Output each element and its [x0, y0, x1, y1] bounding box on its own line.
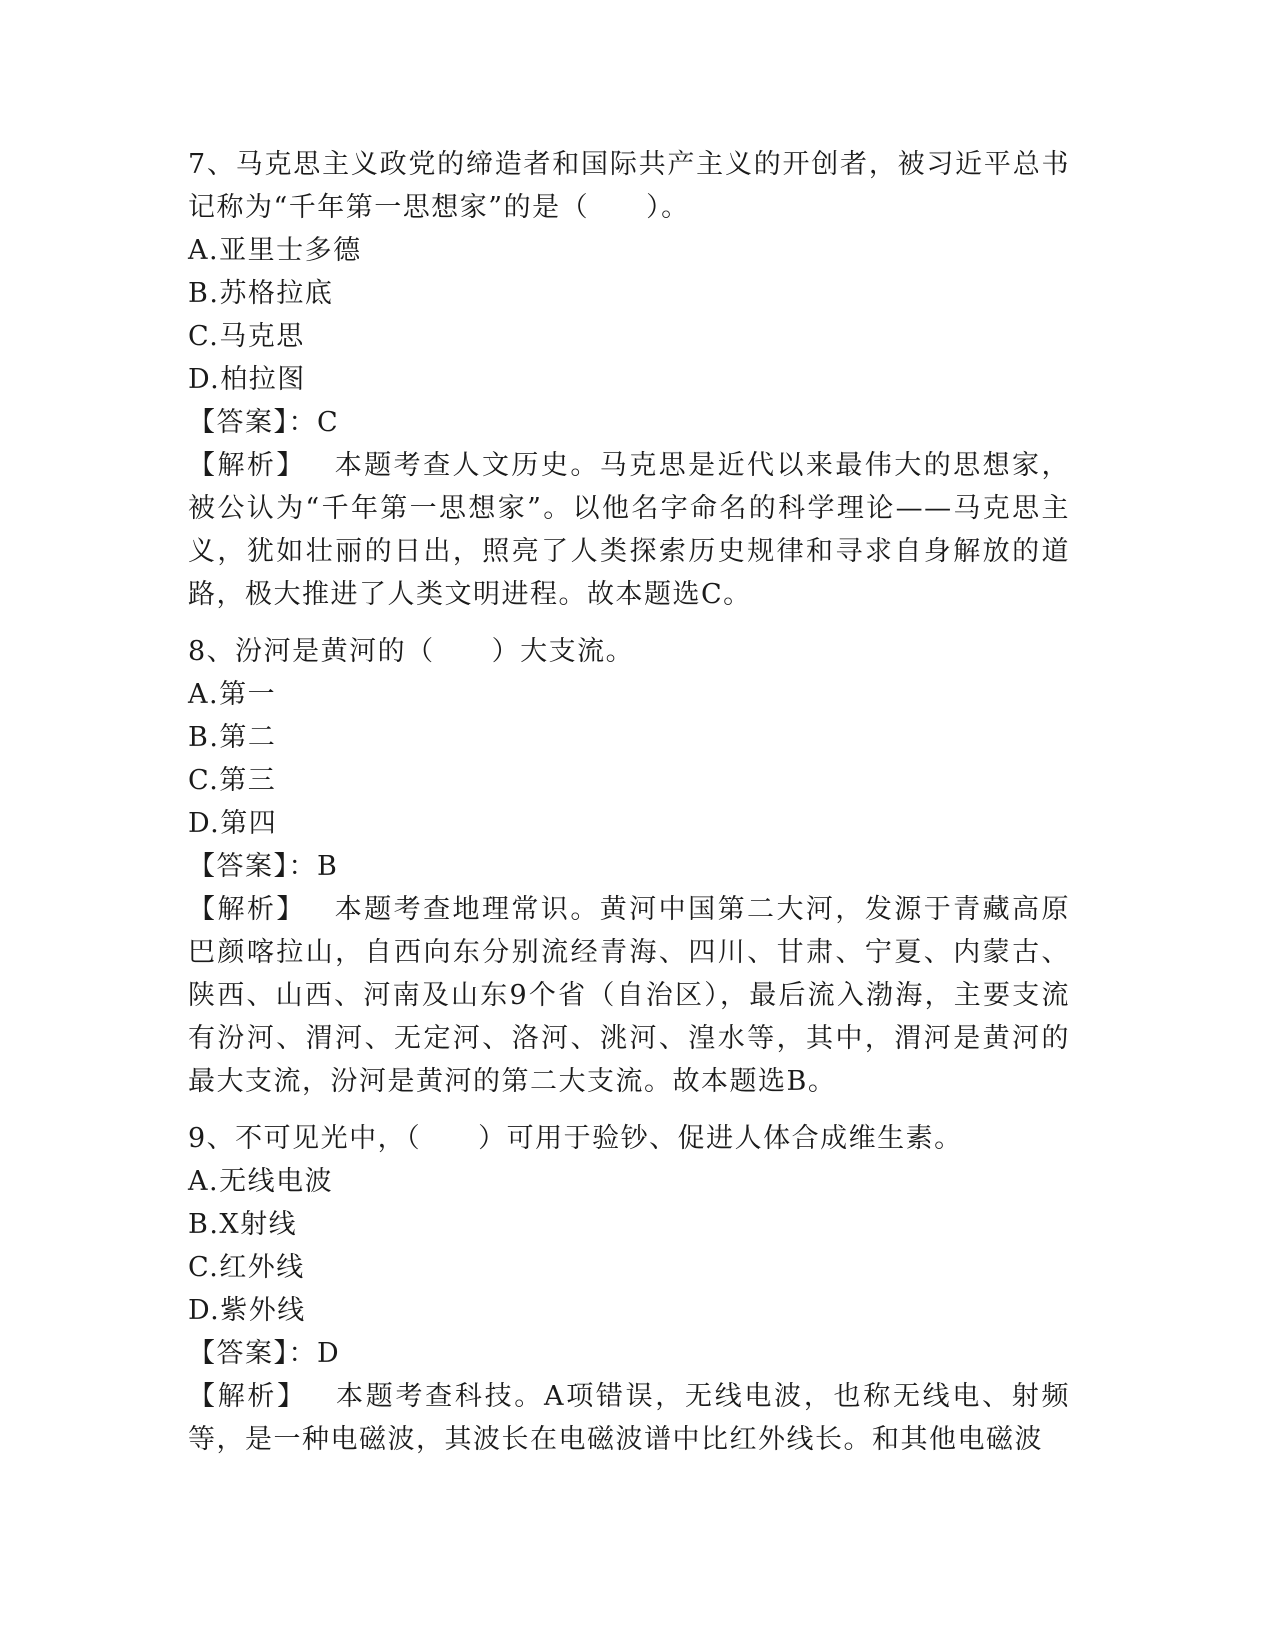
option-c: C.红外线: [188, 1252, 305, 1283]
option-a: A.亚里士多德: [188, 235, 362, 266]
analysis-label: 【解析】: [188, 894, 306, 925]
analysis-paragraph: [188, 888, 1070, 1103]
analysis-paragraph: [188, 1375, 1070, 1461]
answer-value: ：C: [288, 407, 340, 438]
question-9: [188, 1117, 1070, 1461]
analysis-text: 本题考查科技。A项错误，无线电波，也称无线电、射频等，是一种电磁波，其波长在电磁波谱中比红外线长。和其他电磁波: [188, 1381, 1070, 1455]
answer-line: [188, 401, 1070, 444]
answer-line: [188, 845, 1070, 888]
option-a: A.第一: [188, 679, 277, 710]
answer-label: 【答案】: [188, 407, 289, 438]
option-c: C.马克思: [188, 321, 305, 352]
option-d: D.紫外线: [188, 1295, 306, 1326]
option-b: B.苏格拉底: [188, 278, 334, 309]
analysis-paragraph: [188, 444, 1070, 616]
question-stem: 8、汾河是黄河的（ ）大支流。: [188, 636, 635, 667]
question-list: [188, 143, 1070, 1461]
question-8: [188, 630, 1070, 1103]
answer-label: 【答案】: [188, 851, 289, 882]
option-b: B.第二: [188, 722, 277, 753]
answer-line: [188, 1332, 1070, 1375]
question-stem: 7、马克思主义政党的缔造者和国际共产主义的开创者，被习近平总书记称为“千年第一思想家”的是（ ）。: [188, 149, 1070, 223]
analysis-label: 【解析】: [188, 450, 306, 481]
option-b: B.X射线: [188, 1209, 298, 1240]
answer-label: 【答案】: [188, 1338, 289, 1369]
question-7: [188, 143, 1070, 616]
analysis-label: 【解析】: [188, 1381, 307, 1412]
answer-value: ：D: [288, 1338, 341, 1369]
option-c: C.第三: [188, 765, 277, 796]
analysis-text: 本题考查地理常识。黄河中国第二大河，发源于青藏高原巴颜喀拉山，自西向东分别流经青海、四川、甘肃、宁夏、内蒙古、陕西、山西、河南及山东9个省（自治区），最后流入渤海，主要支流有汾河、渭河、无定河、洛河、洮河、湟水等，其中，渭河是黄河的最大支流，汾河是黄河的第二大支流。故本题选B。: [188, 894, 1071, 1097]
option-d: D.柏拉图: [188, 364, 306, 395]
answer-value: ：B: [288, 851, 339, 882]
option-d: D.第四: [188, 808, 278, 839]
question-stem: 9、不可见光中，（ ）可用于验钞、促进人体合成维生素。: [188, 1123, 963, 1154]
option-a: A.无线电波: [188, 1166, 334, 1197]
analysis-text: 本题考查人文历史。马克思是近代以来最伟大的思想家，被公认为“千年第一思想家”。以他名字命名的科学理论——马克思主义，犹如壮丽的日出，照亮了人类探索历史规律和寻求自身解放的道路，极大推进了人类文明进程。故本题选C。: [188, 450, 1071, 610]
